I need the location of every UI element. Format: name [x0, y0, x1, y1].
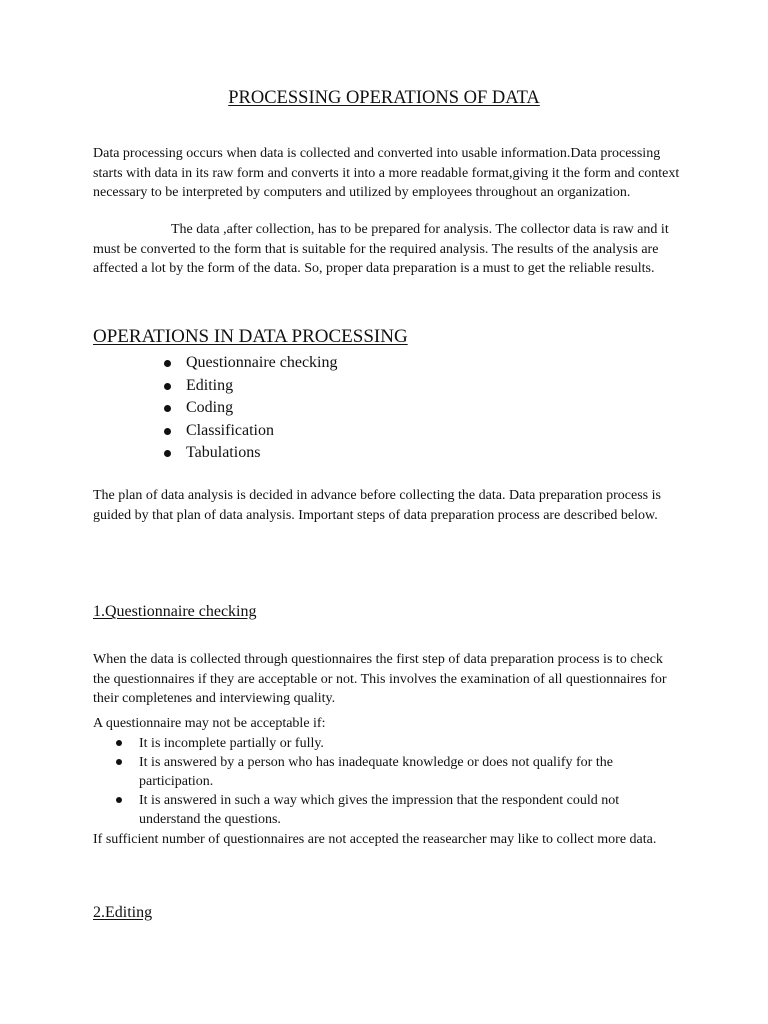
list-item	[160, 352, 338, 375]
list-item	[160, 442, 338, 465]
list-item	[113, 791, 683, 829]
reason-text: It is answered by a person who has inadequate knowledge or does not qualify for the participation.	[139, 755, 613, 789]
section-1-paragraph: When the data is collected through questionnaires the first step of data preparation process is to check the questionnaires if they are acceptable or not. This involves the examination of all questionnaires for their completenes and interviewing quality.	[93, 652, 667, 706]
bullet-icon	[164, 428, 171, 435]
bullet-icon	[164, 360, 171, 367]
section-2-heading: 2.Editing	[93, 904, 153, 921]
reasons-list	[113, 734, 683, 829]
bullet-icon	[116, 759, 122, 765]
operation-label: Coding	[186, 399, 234, 416]
list-item	[113, 734, 683, 753]
list-item	[160, 420, 338, 443]
operation-label: Editing	[186, 376, 234, 394]
operations-list	[160, 352, 338, 465]
list-item	[160, 397, 338, 420]
section-1-closing: If sufficient number of questionnaires are not accepted the reasearcher may like to collect more data.	[93, 832, 657, 847]
bullet-icon	[164, 383, 171, 390]
bullet-icon	[164, 450, 171, 457]
operation-label: Classification	[186, 421, 274, 439]
list-item	[113, 753, 683, 791]
section-1-lead-in: A questionnaire may not be acceptable if:	[93, 716, 326, 731]
bullet-icon	[116, 797, 122, 803]
document-title: PROCESSING OPERATIONS OF DATA	[228, 88, 540, 108]
reason-text: It is incomplete partially or fully.	[139, 736, 324, 751]
section-1-heading: 1.Questionnaire checking	[93, 603, 257, 620]
plan-paragraph: The plan of data analysis is decided in advance before collecting the data. Data preparation process is guided by that plan of data analysis. Important steps of data preparation process are described below.	[93, 488, 661, 523]
reason-text: It is answered in such a way which gives the impression that the respondent could not understand the questions.	[139, 793, 620, 827]
intro-paragraph-2: The data ,after collection, has to be prepared for analysis. The collector data is raw and it must be converted to the form that is suitable for the required analysis. The results of the analysis are affected a lot by the form of the data. So, proper data preparation is a must to get the reliable results.	[93, 222, 669, 276]
intro-paragraph-1: Data processing occurs when data is collected and converted into usable information.Data processing starts with data in its raw form and converts it into a more readable format,giving it the form and context necessary to be interpreted by computers and utilized by employees throughout an organization.	[93, 146, 680, 200]
bullet-icon	[164, 405, 171, 412]
operation-label: Tabulations	[186, 444, 261, 461]
list-item	[160, 375, 338, 398]
bullet-icon	[116, 740, 122, 746]
operation-label: Questionnaire checking	[186, 354, 338, 371]
operations-heading: OPERATIONS IN DATA PROCESSING	[93, 326, 408, 347]
